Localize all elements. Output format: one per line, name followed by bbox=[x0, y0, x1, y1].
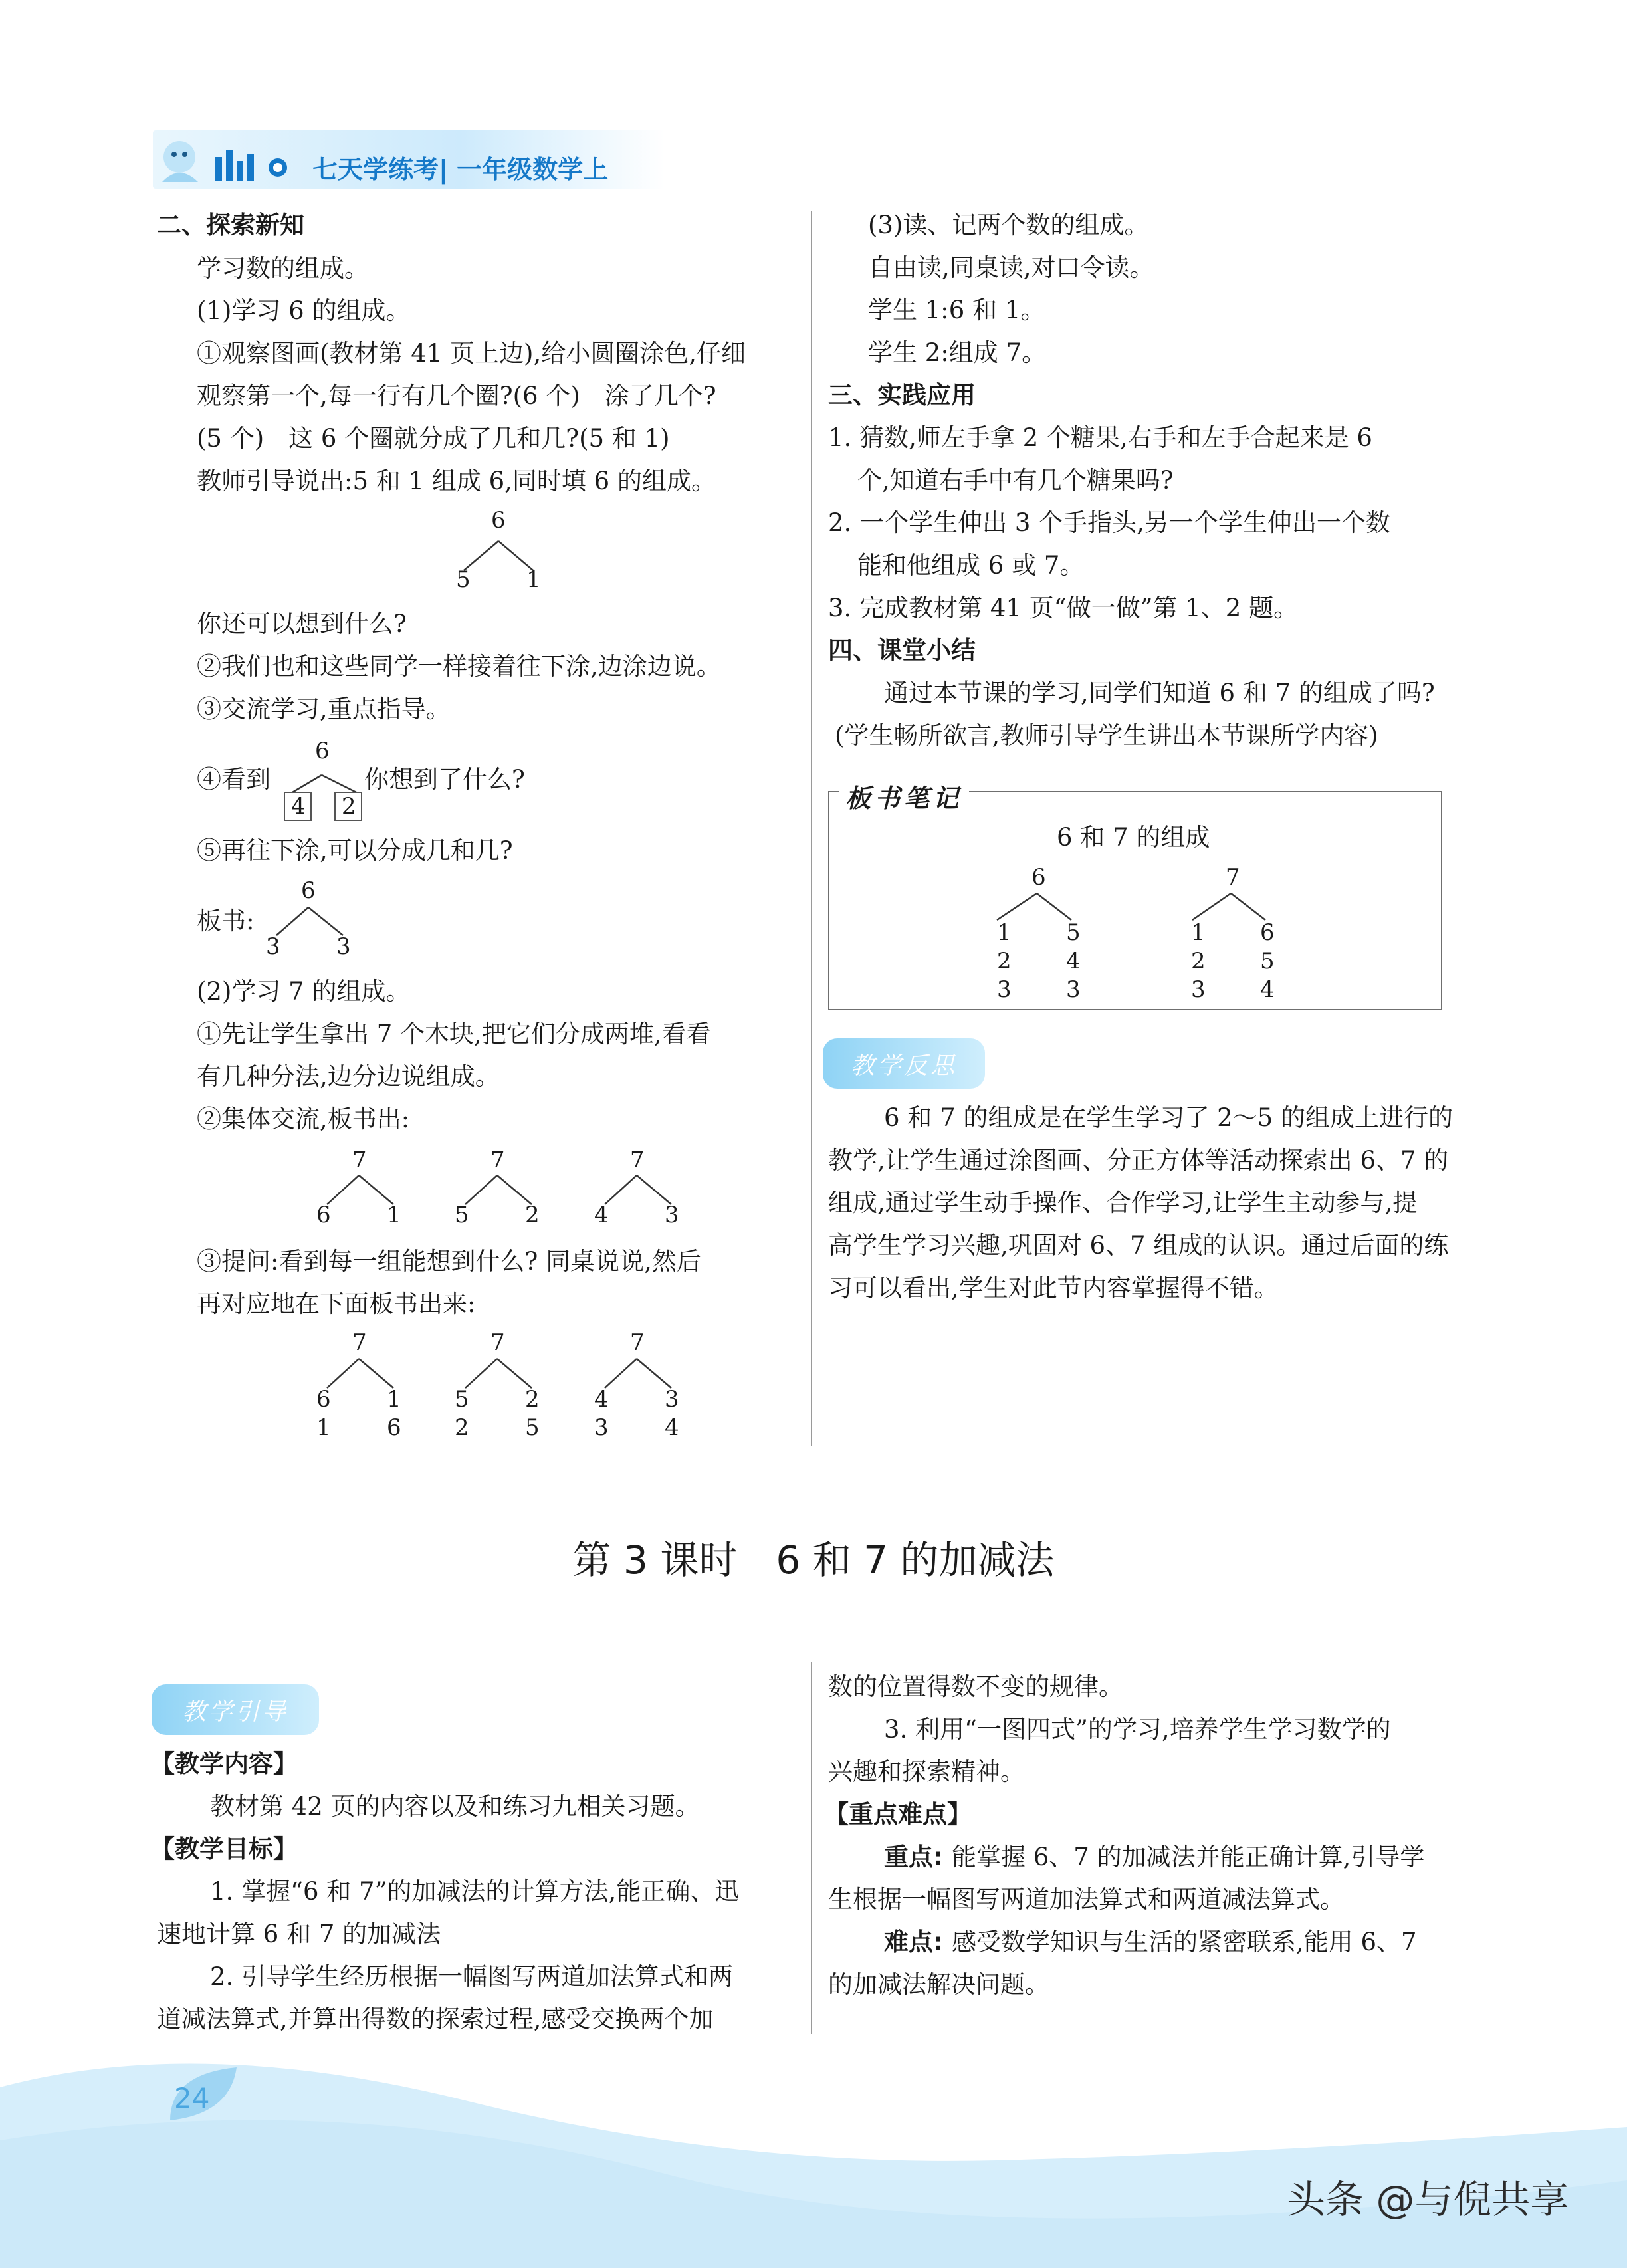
paragraph: 学习数的组成。 bbox=[197, 254, 369, 283]
board-right: 5 bbox=[1260, 948, 1275, 974]
header-title: 七天学练考| 一年级数学上 bbox=[312, 155, 609, 184]
tree-left: 4 bbox=[594, 1386, 609, 1413]
board-tree-lines bbox=[984, 891, 1289, 931]
paragraph: 你还可以想到什么? bbox=[197, 610, 407, 638]
board-right: 4 bbox=[1260, 976, 1275, 1003]
board-right: 6 bbox=[1260, 919, 1275, 946]
board-left: 3 bbox=[1191, 976, 1206, 1003]
column-divider bbox=[811, 1662, 812, 2034]
tree-top: 6 bbox=[491, 507, 506, 534]
board-left: 3 bbox=[997, 976, 1012, 1003]
key-label: 重点: bbox=[884, 1843, 943, 1871]
tree-right: 3 bbox=[665, 1202, 679, 1228]
tree-top: 7 bbox=[490, 1329, 505, 1356]
tree-top: 7 bbox=[630, 1329, 645, 1356]
tree-left: 3 bbox=[594, 1415, 609, 1441]
paragraph: 6 和 7 的组成是在学生学习了 2～5 的组成上进行的 bbox=[884, 1103, 1453, 1132]
key-heading: 【重点难点】 bbox=[824, 1800, 972, 1829]
tree-right: 3 bbox=[665, 1386, 679, 1413]
page-number: 24 bbox=[174, 2082, 210, 2114]
tree-left: 5 bbox=[455, 1386, 469, 1413]
paragraph: 能掌握 6、7 的加减法并能正确计算,引导学 bbox=[952, 1843, 1425, 1871]
goals-heading: 【教学目标】 bbox=[150, 1835, 298, 1863]
paragraph: 能和他组成 6 或 7。 bbox=[857, 551, 1085, 580]
paragraph: 3. 利用“一图四式”的学习,培养学生学习数学的 bbox=[884, 1715, 1391, 1744]
board-title: 6 和 7 的组成 bbox=[1057, 823, 1210, 851]
paragraph: (学生畅所欲言,教师引导学生讲出本节课所学内容) bbox=[835, 721, 1378, 750]
paragraph: ②我们也和这些同学一样接着往下涂,边涂边说。 bbox=[197, 652, 721, 681]
paragraph: ⑤再往下涂,可以分成几和几? bbox=[197, 836, 513, 865]
board-right: 5 bbox=[1066, 919, 1081, 946]
paragraph: 速地计算 6 和 7 的加减法 bbox=[157, 1920, 441, 1948]
paragraph: ①先让学生拿出 7 个木块,把它们分成两堆,看看 bbox=[197, 1020, 711, 1048]
paragraph: (3)读、记两个数的组成。 bbox=[868, 211, 1149, 239]
paragraph: 2. 引导学生经历根据一幅图写两道加法算式和两 bbox=[210, 1962, 734, 1991]
tree-right: 1 bbox=[387, 1386, 401, 1413]
paragraph: 板书: bbox=[197, 907, 255, 935]
watermark: 头条 @与倪共享 bbox=[1287, 2177, 1569, 2222]
paragraph: 组成,通过学生动手操作、合作学习,让学生主动参与,提 bbox=[828, 1189, 1418, 1217]
board-left: 2 bbox=[997, 948, 1012, 974]
paragraph: 数的位置得数不变的规律。 bbox=[828, 1672, 1123, 1701]
tree-left: 5 bbox=[455, 1202, 469, 1228]
paragraph: 道减法算式,并算出得数的探索过程,感受交换两个加 bbox=[157, 2005, 714, 2033]
paragraph: 教材第 42 页的内容以及和练习九相关习题。 bbox=[210, 1792, 700, 1821]
board-top-7: 7 bbox=[1226, 864, 1240, 891]
board-left: 2 bbox=[1191, 948, 1206, 974]
paragraph: 习可以看出,学生对此节内容掌握得不错。 bbox=[828, 1274, 1279, 1302]
paragraph: 1. 猜数,师左手拿 2 个糖果,右手和左手合起来是 6 bbox=[828, 423, 1372, 452]
column-divider bbox=[811, 211, 812, 1446]
tree-right: 4 bbox=[665, 1415, 679, 1441]
paragraph: 3. 完成教材第 41 页“做一做”第 1、2 题。 bbox=[828, 594, 1299, 622]
paragraph: 的加减法解决问题。 bbox=[828, 1970, 1049, 1999]
board-top-6: 6 bbox=[1031, 864, 1046, 891]
paragraph: 学生 2:组成 7。 bbox=[868, 338, 1047, 367]
tree-left: 6 bbox=[316, 1386, 331, 1413]
tree-diagrams-7 bbox=[312, 1170, 691, 1230]
paragraph: ④看到 bbox=[197, 765, 271, 794]
tree-diagrams-7-paired bbox=[312, 1353, 691, 1413]
paragraph: 高学生学习兴趣,巩固对 6、7 组成的认识。通过后面的练 bbox=[828, 1231, 1449, 1260]
tree-left: 3 bbox=[266, 933, 280, 960]
tree-left: 5 bbox=[456, 566, 471, 593]
tree-right: 6 bbox=[387, 1415, 401, 1441]
section-heading-explore: 二、探索新知 bbox=[157, 211, 304, 239]
tree-top: 7 bbox=[490, 1147, 505, 1173]
paragraph: 生根据一幅图写两道加法算式和两道减法算式。 bbox=[828, 1885, 1345, 1914]
paragraph: 有几种分法,边分边说组成。 bbox=[197, 1062, 500, 1091]
board-right: 4 bbox=[1066, 948, 1081, 974]
section-heading-practice: 三、实践应用 bbox=[828, 381, 976, 409]
tree-left-box: 4 bbox=[291, 793, 306, 820]
paragraph: 你想到了什么? bbox=[364, 765, 525, 794]
paragraph: 再对应地在下面板书出来: bbox=[197, 1290, 476, 1318]
tree-left: 4 bbox=[594, 1202, 609, 1228]
board-notes-label: 板书笔记 bbox=[839, 778, 969, 814]
paragraph: ②集体交流,板书出: bbox=[197, 1105, 410, 1133]
difficulty-label: 难点: bbox=[884, 1928, 943, 1956]
tree-top: 7 bbox=[630, 1147, 645, 1173]
paragraph: 教师引导说出:5 和 1 组成 6,同时填 6 的组成。 bbox=[197, 467, 716, 495]
paragraph: (5 个) 这 6 个圈就分成了几和几?(5 和 1) bbox=[197, 424, 670, 453]
tree-left: 1 bbox=[316, 1415, 331, 1441]
paragraph: ①观察图画(教材第 41 页上边),给小圆圈涂色,仔细 bbox=[197, 339, 746, 368]
tree-top: 7 bbox=[352, 1147, 367, 1173]
paragraph: ③交流学习,重点指导。 bbox=[197, 695, 451, 723]
tree-left: 2 bbox=[455, 1415, 469, 1441]
tree-right: 2 bbox=[525, 1202, 540, 1228]
tree-top: 6 bbox=[315, 738, 330, 764]
tree-right: 2 bbox=[525, 1386, 540, 1413]
guide-ribbon: 教学引导 bbox=[152, 1684, 319, 1735]
tree-top: 7 bbox=[352, 1329, 367, 1356]
paragraph: (1)学习 6 的组成。 bbox=[197, 296, 411, 325]
paragraph: 通过本节课的学习,同学们知道 6 和 7 的组成了吗? bbox=[884, 679, 1435, 707]
tree-right: 5 bbox=[525, 1415, 540, 1441]
tree-top: 6 bbox=[301, 877, 316, 904]
paragraph: 感受数学知识与生活的紧密联系,能用 6、7 bbox=[952, 1928, 1417, 1956]
tree-right: 3 bbox=[336, 933, 351, 960]
tree-right: 1 bbox=[387, 1202, 401, 1228]
board-left: 1 bbox=[1191, 919, 1206, 946]
tree-right: 1 bbox=[526, 566, 541, 593]
paragraph: 教学,让学生通过涂图画、分正方体等活动探索出 6、7 的 bbox=[828, 1146, 1449, 1175]
paragraph: 2. 一个学生伸出 3 个手指头,另一个学生伸出一个数 bbox=[828, 509, 1390, 537]
mascot-logo bbox=[152, 130, 311, 190]
reflection-ribbon: 教学反思 bbox=[823, 1038, 985, 1089]
content-heading: 【教学内容】 bbox=[150, 1750, 298, 1778]
board-right: 3 bbox=[1066, 976, 1081, 1003]
paragraph: 个,知道右手中有几个糖果吗? bbox=[857, 466, 1174, 495]
tree-right-box: 2 bbox=[342, 793, 356, 820]
lesson-title: 第 3 课时 6 和 7 的加减法 bbox=[572, 1537, 1055, 1583]
section-heading-summary: 四、课堂小结 bbox=[828, 636, 976, 665]
paragraph: 学生 1:6 和 1。 bbox=[868, 296, 1045, 324]
paragraph: 1. 掌握“6 和 7”的加减法的计算方法,能正确、迅 bbox=[210, 1877, 740, 1906]
footer-wave bbox=[0, 2007, 1627, 2268]
board-left: 1 bbox=[997, 919, 1012, 946]
paragraph: (2)学习 7 的组成。 bbox=[197, 977, 411, 1006]
paragraph: ③提问:看到每一组能想到什么? 同桌说说,然后 bbox=[197, 1247, 701, 1276]
paragraph: 自由读,同桌读,对口令读。 bbox=[868, 253, 1154, 282]
paragraph: 观察第一个,每一行有几个圈?(6 个) 涂了几个? bbox=[197, 382, 716, 410]
tree-left: 6 bbox=[316, 1202, 331, 1228]
paragraph: 兴趣和探索精神。 bbox=[828, 1758, 1025, 1786]
